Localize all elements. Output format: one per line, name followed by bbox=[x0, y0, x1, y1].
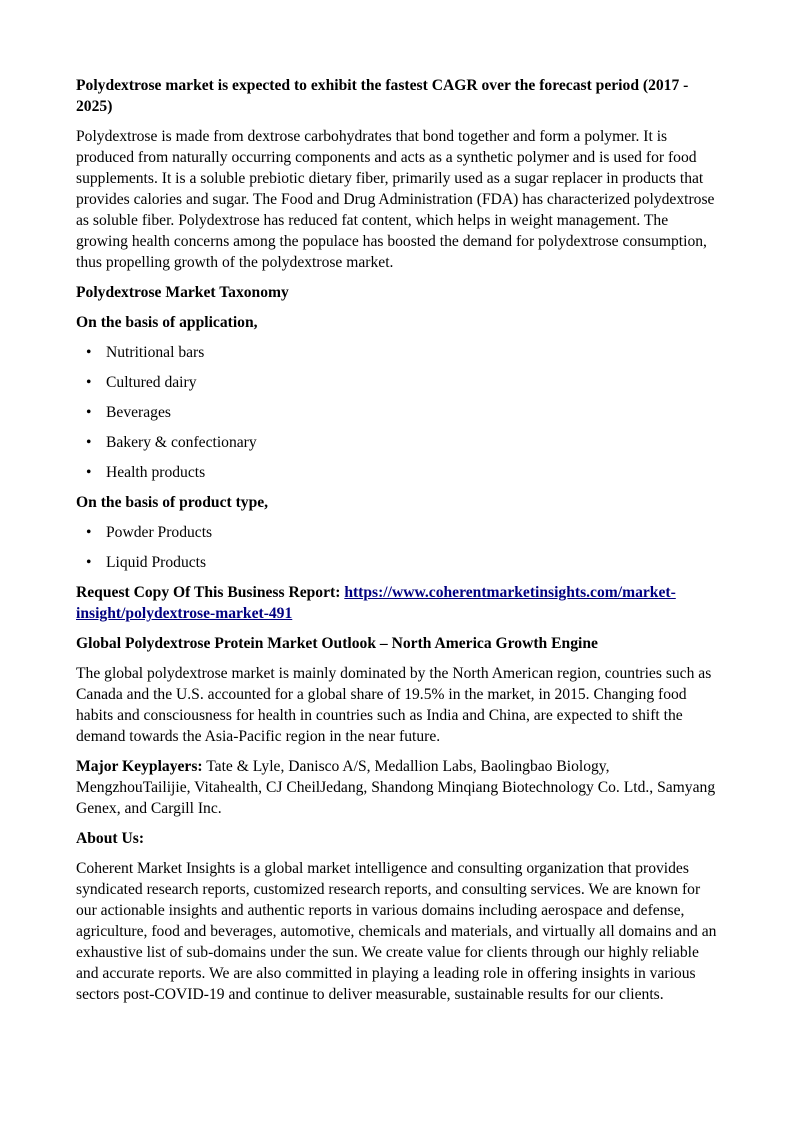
bullet-icon: • bbox=[86, 554, 92, 571]
list-item bbox=[76, 432, 718, 453]
bullet-icon: • bbox=[86, 374, 92, 391]
list-item bbox=[76, 522, 718, 543]
bullet-icon: • bbox=[86, 464, 92, 481]
application-list bbox=[76, 342, 718, 483]
keyplayers-paragraph bbox=[76, 756, 718, 819]
bullet-icon: • bbox=[86, 344, 92, 361]
list-item-label: Beverages bbox=[106, 404, 171, 421]
article-headline: Polydextrose market is expected to exhibit the fastest CAGR over the forecast period (2017 - 2025) bbox=[76, 77, 689, 115]
application-heading: On the basis of application, bbox=[76, 314, 258, 331]
request-copy-line bbox=[76, 582, 718, 624]
list-item-label: Powder Products bbox=[106, 524, 213, 541]
outlook-paragraph: The global polydextrose market is mainly dominated by the North American region, countries such as Canada and the U.S. accounted for a global share of 19.5% in the market, in 2015. Changing food habits and consciousness for health in countries such as India and China, are expected to shift the demand towards the Asia-Pacific region in the near future. bbox=[76, 665, 712, 745]
about-paragraph: Coherent Market Insights is a global market intelligence and consulting organization that provides syndicated research reports, customized research reports, and consulting services. We are known for our actionable insights and authentic reports in various domains including aerospace and defense, agriculture, food and beverages, automotive, chemicals and materials, and virtually all domains and an exhaustive list of sub-domains under the sun. We create value for clients through our highly reliable and accurate reports. We are also committed in playing a leading role in offering insights in various sectors post-COVID-19 and continue to deliver measurable, sustainable results for our clients. bbox=[76, 860, 717, 1003]
request-copy-label: Request Copy Of This Business Report: bbox=[76, 584, 345, 601]
keyplayers-text: Tate & Lyle, Danisco A/S, Medallion Labs, Baolingbao Biology, MengzhouTailijie, Vitahealth, CJ CheilJedang, Shandong Minqiang Biotechnology Co. Ltd., Samyang Genex, and Cargill Inc. bbox=[76, 758, 716, 817]
list-item-label: Bakery & confectionary bbox=[106, 434, 257, 451]
bullet-icon: • bbox=[86, 404, 92, 421]
list-item-label: Liquid Products bbox=[106, 554, 207, 571]
bullet-icon: • bbox=[86, 434, 92, 451]
list-item bbox=[76, 372, 718, 393]
list-item bbox=[76, 402, 718, 423]
list-item bbox=[76, 342, 718, 363]
product-type-list bbox=[76, 522, 718, 573]
keyplayers-label: Major Keyplayers: bbox=[76, 758, 203, 775]
list-item-label: Health products bbox=[106, 464, 206, 481]
list-item-label: Cultured dairy bbox=[106, 374, 197, 391]
about-heading: About Us: bbox=[76, 830, 145, 847]
list-item-label: Nutritional bars bbox=[106, 344, 205, 361]
list-item bbox=[76, 462, 718, 483]
product-type-heading: On the basis of product type, bbox=[76, 494, 269, 511]
report-link[interactable]: https://www.coherentmarketinsights.com/market-insight/polydextrose-market-491 bbox=[76, 584, 676, 622]
bullet-icon: • bbox=[86, 524, 92, 541]
taxonomy-heading: Polydextrose Market Taxonomy bbox=[76, 284, 289, 301]
list-item bbox=[76, 552, 718, 573]
outlook-heading: Global Polydextrose Protein Market Outlook – North America Growth Engine bbox=[76, 635, 598, 652]
intro-paragraph: Polydextrose is made from dextrose carbohydrates that bond together and form a polymer. It is produced from naturally occurring components and acts as a synthetic polymer and is used for food supplements. It is a soluble prebiotic dietary fiber, primarily used as a sugar replacer in products that provides calories and sugar. The Food and Drug Administration (FDA) has characterized polydextrose as soluble fiber. Polydextrose has reduced fat content, which helps in weight management. The growing health concerns among the populace has boosted the demand for polydextrose consumption, thus propelling growth of the polydextrose market. bbox=[76, 128, 715, 271]
